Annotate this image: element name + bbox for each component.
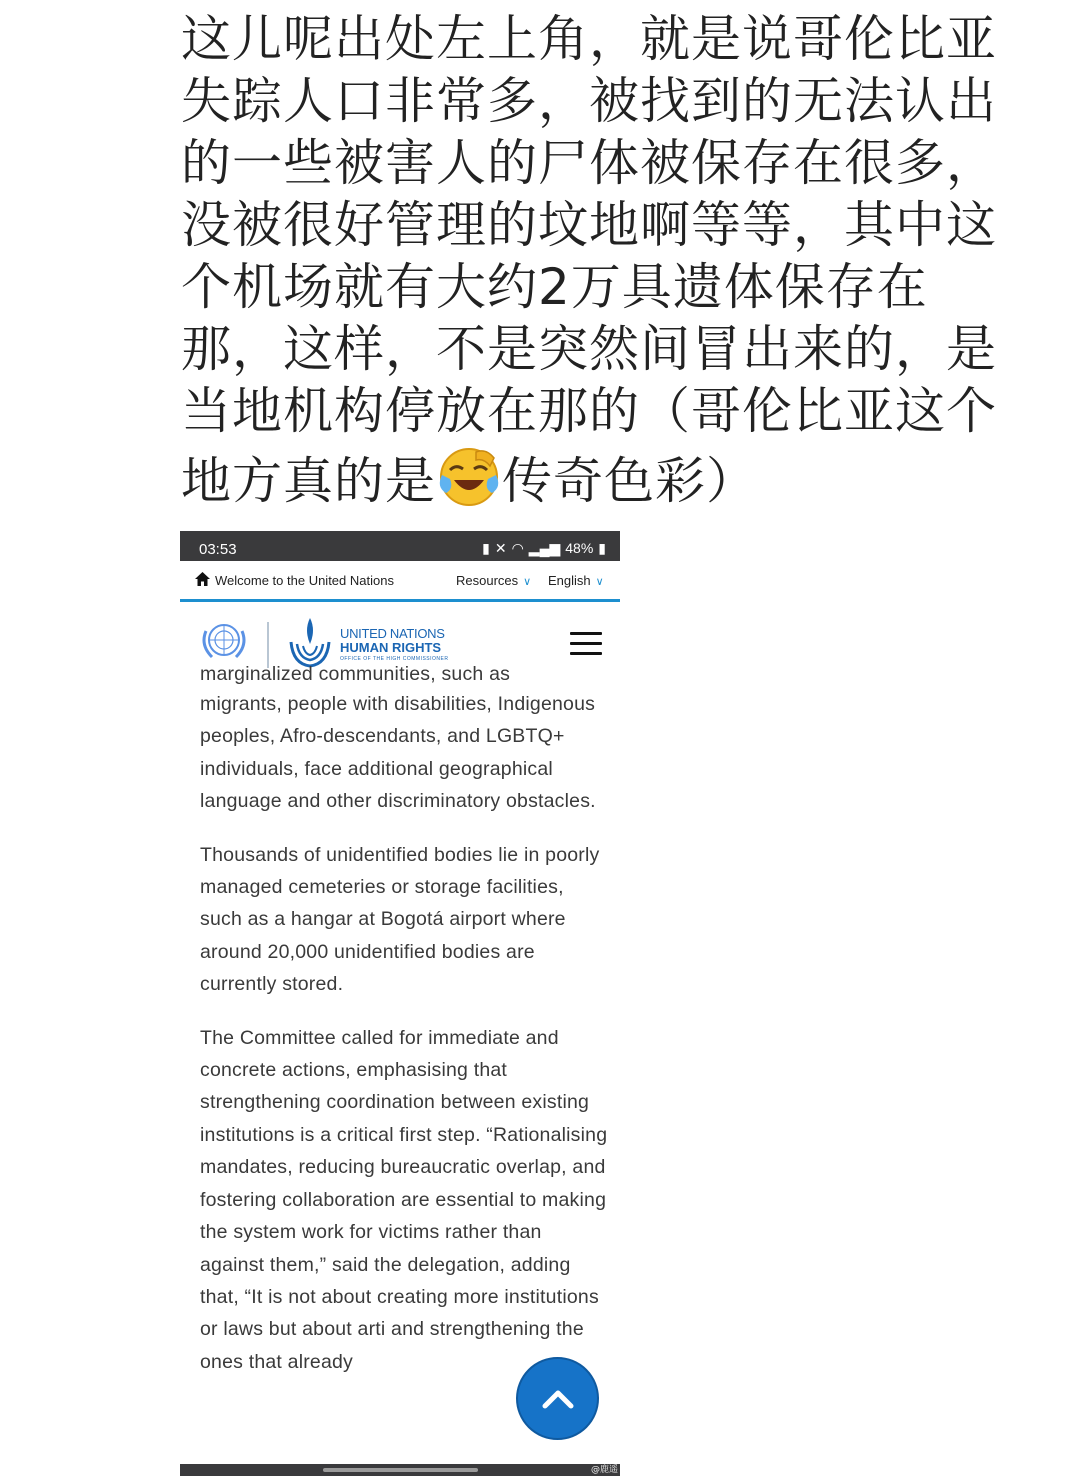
- laughing-crying-face-icon: [436, 442, 502, 522]
- logo-line-2: HUMAN RIGHTS: [340, 640, 442, 655]
- language-select[interactable]: [548, 573, 604, 588]
- chevron-up-icon: [541, 1388, 575, 1410]
- article-body: [200, 666, 610, 1378]
- ohchr-logo-text[interactable]: [340, 627, 448, 663]
- clipped-line: marginalized communities, such as: [200, 666, 511, 685]
- embedded-screenshot: [180, 531, 620, 1476]
- gesture-bar: [180, 1464, 620, 1476]
- battery-level: 48%: [565, 540, 594, 556]
- post-text-tail: 传奇色彩）: [502, 452, 757, 510]
- welcome-link[interactable]: Welcome to the United Nations: [215, 573, 394, 588]
- hamburger-menu-icon[interactable]: [570, 632, 602, 658]
- top-nav: [180, 561, 620, 602]
- logo-divider: [267, 622, 269, 668]
- paragraph-3: The Committee called for immediate and concrete actions, emphasising that strengthening coordination between existing institutions is a critical first step. “Rationalising mandates, reducing bureaucratic overlap, and fostering collaboration are essential to making the system work for victims rather than against them,” said the delegation, adding that, “It is not about creating more institutions or laws but about arti and strengthening the ones that already: [200, 1026, 608, 1373]
- watermark: @鹿遥: [590, 1465, 618, 1475]
- status-bar: [180, 531, 620, 561]
- chevron-down-icon: ∨: [595, 576, 604, 588]
- home-indicator[interactable]: [323, 1468, 478, 1472]
- language-label: English: [548, 573, 591, 588]
- resources-label: Resources: [456, 573, 519, 588]
- signal-icon: ▂▄▆: [528, 540, 561, 556]
- lock-icon: ▮: [482, 540, 490, 556]
- ohchr-emblem-icon[interactable]: [285, 614, 335, 670]
- chevron-down-icon: ∨: [523, 576, 532, 588]
- scroll-to-top-button[interactable]: [516, 1357, 599, 1440]
- wifi-icon: ◠: [511, 540, 524, 556]
- post-text-main: 这儿呢出处左上角，就是说哥伦比亚失踪人口非常多，被找到的无法认出的一些被害人的尸体被保存在很多，没被很好管理的坟地啊等等，其中这个机场就有大约2万具遗体保存在那，这样，不是突然间冒出来的，是当地机构停放在那的（哥伦比亚这个地方真的是: [181, 10, 997, 510]
- battery-icon: ▮: [598, 540, 606, 556]
- post-text: [181, 8, 1001, 522]
- status-icons: [482, 541, 606, 555]
- un-emblem-icon[interactable]: [198, 619, 250, 663]
- mute-icon: ✕: [494, 540, 507, 556]
- logo-line-1: UNITED NATIONS: [340, 626, 445, 641]
- paragraph-1: migrants, people with disabilities, Indigenous peoples, Afro-descendants, and LGBTQ+ individuals, face additional geographical language and other discriminatory obstacles.: [200, 693, 596, 813]
- status-time: 03:53: [199, 541, 237, 558]
- resources-menu[interactable]: [456, 573, 531, 588]
- paragraph-2: Thousands of unidentified bodies lie in poorly managed cemeteries or storage facilities, such as a hangar at Bogotá airport where around 20,000 unidentified bodies are currently stored.: [200, 843, 600, 996]
- logo-line-3: OFFICE OF THE HIGH COMMISSIONER: [340, 656, 449, 662]
- home-icon[interactable]: [195, 572, 210, 586]
